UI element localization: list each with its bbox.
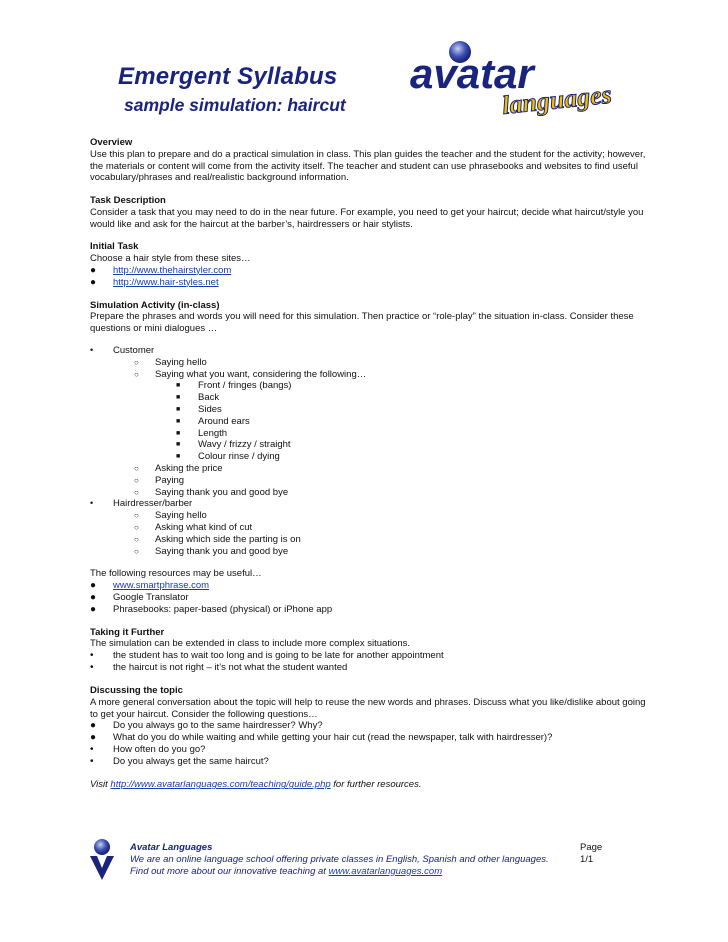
square-bullet-icon: ■ <box>176 429 181 437</box>
list-item: ● Do you always go to the same hairdresser? Why? <box>90 720 323 732</box>
bullet-icon: • <box>90 744 94 756</box>
initial-task-section <box>90 241 650 289</box>
list-item: • Do you always get the same haircut? <box>90 756 269 768</box>
square-bullet-icon: ■ <box>176 394 181 402</box>
bullet-icon: ● <box>90 579 97 591</box>
list-item: ■ Sides <box>176 403 222 415</box>
list-item: ■ Front / fringes (bangs) <box>176 380 292 392</box>
footer-line-1: We are an online language school offering private classes in English, Spanish and other languages. <box>130 853 549 865</box>
task-section <box>90 195 650 230</box>
link-smartphrase[interactable]: www.smartphrase.com <box>113 579 210 591</box>
bullet-icon: ● <box>90 591 97 603</box>
discussing-section <box>90 685 650 768</box>
task-heading: Task Description <box>90 194 166 206</box>
circle-bullet-icon: ○ <box>134 546 139 556</box>
square-bullet-icon: ■ <box>176 441 181 449</box>
visit-line: Visit http://www.avatarlanguages.com/teaching/guide.php for further resources. <box>90 779 422 791</box>
document-body <box>90 137 650 791</box>
circle-bullet-icon: ○ <box>134 357 139 367</box>
document-title: Emergent Syllabus <box>118 63 338 90</box>
simulation-heading: Simulation Activity (in-class) <box>90 299 220 311</box>
square-bullet-icon: ■ <box>176 405 181 413</box>
bullet-icon: ● <box>90 720 97 732</box>
link-teaching-guide[interactable]: http://www.avatarlanguages.com/teaching/guide.php <box>110 779 331 791</box>
list-item: ● Google Translator <box>90 591 189 603</box>
circle-bullet-icon: ○ <box>134 369 139 379</box>
simulation-section <box>90 300 650 558</box>
list-item: ● Phrasebooks: paper-based (physical) or iPhone app <box>90 603 333 615</box>
resources-intro: The following resources may be useful… <box>90 568 262 580</box>
list-item: • How often do you go? <box>90 744 206 756</box>
list-item: ■ Around ears <box>176 415 250 427</box>
list-item: • Customer <box>90 344 155 356</box>
overview-section <box>90 137 650 184</box>
resources-section <box>90 568 650 616</box>
bullet-icon: • <box>90 756 94 768</box>
page-label: Page <box>580 842 603 853</box>
taking-further-text: The simulation can be extended in class to include more complex situations. <box>90 638 411 650</box>
circle-bullet-icon: ○ <box>134 534 139 544</box>
avatar-person-icon <box>86 838 118 882</box>
bullet-icon: • <box>90 344 94 355</box>
list-item: ■ Length <box>176 427 228 439</box>
list-item: ○ Saying hello <box>134 510 207 522</box>
avatar-languages-logo <box>410 40 640 120</box>
list-item: ● What do you do while waiting and while getting your hair cut (read the newspaper, talk with hairdresser)? <box>90 732 553 744</box>
footer-company-name: Avatar Languages <box>130 842 213 853</box>
taking-further-heading: Taking it Further <box>90 626 165 638</box>
list-item: • Hairdresser/barber <box>90 498 193 510</box>
circle-bullet-icon: ○ <box>134 487 139 497</box>
initial-task-heading: Initial Task <box>90 241 139 253</box>
list-item: ○ Asking the price <box>134 462 223 474</box>
taking-further-section <box>90 627 650 675</box>
list-item: ○ Asking which side the parting is on <box>134 533 301 545</box>
task-text: Consider a task that you may need to do in the near future. For example, you need to get your haircut; decide what haircut/style you would like and ask for the haircut at the barber’s, hairdressers or hair stylists. <box>90 206 644 230</box>
list-item <box>90 277 650 289</box>
circle-bullet-icon: ○ <box>134 522 139 532</box>
circle-bullet-icon: ○ <box>134 463 139 473</box>
list-item: ■ Colour rinse / dying <box>176 451 280 463</box>
logo-script: languages <box>500 79 613 120</box>
list-item: ○ Saying hello <box>134 356 207 368</box>
list-item <box>90 265 650 277</box>
bullet-icon: • <box>90 662 94 674</box>
list-item: • the haircut is not right – it’s not what the student wanted <box>90 662 348 674</box>
circle-bullet-icon: ○ <box>134 475 139 485</box>
square-bullet-icon: ■ <box>176 382 181 390</box>
initial-task-text: Choose a hair style from these sites… <box>90 252 251 264</box>
list-item: ■ Wavy / frizzy / straight <box>176 439 291 451</box>
list-item <box>90 580 650 592</box>
list-item: ○ Saying what you want, considering the following… <box>134 368 367 380</box>
list-item: • the student has to wait too long and is going to be late for another appointment <box>90 650 444 662</box>
link-thehairstyler[interactable]: http://www.thehairstyler.com <box>113 264 232 276</box>
footer <box>130 842 570 877</box>
list-item: ○ Asking what kind of cut <box>134 521 253 533</box>
square-bullet-icon: ■ <box>176 417 181 425</box>
bullet-icon: • <box>90 650 94 662</box>
bullet-icon: ● <box>90 276 97 288</box>
list-item: ○ Saying thank you and good bye <box>134 486 289 498</box>
square-bullet-icon: ■ <box>176 453 181 461</box>
page-number: 1/1 <box>580 853 594 865</box>
link-avatarlanguages[interactable]: www.avatarlanguages.com <box>328 865 443 877</box>
list-item: ○ Paying <box>134 474 185 486</box>
bullet-icon: • <box>90 498 94 509</box>
overview-heading: Overview <box>90 137 133 148</box>
discussing-heading: Discussing the topic <box>90 685 183 697</box>
bullet-icon: ● <box>90 603 97 615</box>
discussing-text: A more general conversation about the topic will help to reuse the new words and phrases. Discuss what you like/dislike about going to get your haircut. Consider the following questions… <box>90 696 646 720</box>
page-indicator <box>580 842 602 866</box>
bullet-icon: ● <box>90 264 97 276</box>
list-item: ○ Saying thank you and good bye <box>134 545 289 557</box>
simulation-text: Prepare the phrases and words you will need for this simulation. Then practice or “role-play” the situation in-class. Consider these questions or mini dialogues … <box>90 311 634 335</box>
footer-line-2: Find out more about our innovative teaching at www.avatarlanguages.com <box>130 865 443 877</box>
bullet-icon: ● <box>90 732 97 744</box>
logo-word: avatar <box>410 50 534 97</box>
link-hair-styles[interactable]: http://www.hair-styles.net <box>113 276 219 288</box>
document-subtitle: sample simulation: haircut <box>124 95 346 115</box>
overview-text: Use this plan to prepare and do a practical simulation in class. This plan guides the teacher and the student for the activity; however, the materials or content will come from the activity itself. The teacher and student can use phrasebooks and websites to find useful vocabulary/phrases and real/realistic background information. <box>90 148 646 184</box>
circle-bullet-icon: ○ <box>134 511 139 521</box>
list-item: ■ Back <box>176 392 220 404</box>
